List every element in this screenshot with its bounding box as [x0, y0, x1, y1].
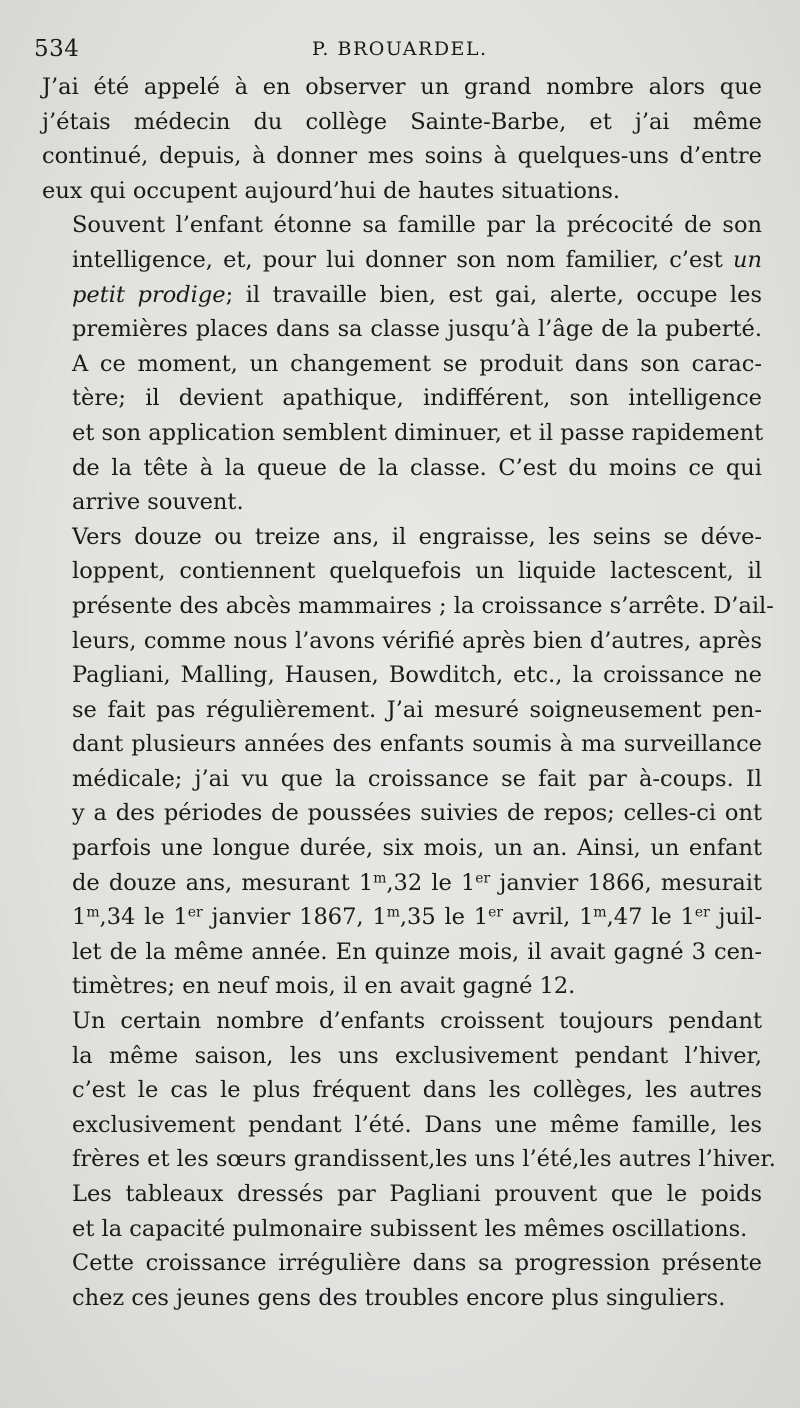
text-line: Pagliani, Malling, Hausen, Bowditch, etc., la croissance ne — [72, 662, 762, 689]
page-number: 534 — [34, 36, 80, 62]
text-line: chez ces jeunes gens des troubles encore plus singuliers. — [72, 1284, 726, 1311]
text-line: dant plusieurs années des enfants soumis à ma surveillance — [72, 731, 762, 758]
text-line: J’ai été appelé à en observer un grand nombre alors que — [42, 74, 762, 100]
text-line: petit prodige; il travaille bien, est gai, alerte, occupe les — [72, 281, 762, 308]
text-line: arrive souvent. — [72, 489, 244, 516]
text-line: A ce moment, un changement se produit dans son carac- — [72, 350, 762, 377]
paragraph — [42, 208, 762, 519]
text-line: présente des abcès mammaires ; la croissance s’arrête. D’ail- — [72, 592, 774, 619]
text-line: Souvent l’enfant étonne sa famille par la précocité de son — [72, 212, 762, 239]
text-line: et son application semblent diminuer, et il passe rapidement — [72, 419, 764, 446]
text-line: 1$^m$,34 le 1er janvier 1867, 1$^m$,35 le 1er avril, 1$^m$,47 le 1er juil- — [72, 904, 763, 931]
text-line: tère; il devient apathique, indifférent, son intelligence — [72, 385, 762, 412]
text-line: se fait pas régulièrement. J’ai mesuré soigneusement pen- — [72, 696, 762, 723]
paragraph — [42, 1246, 762, 1315]
running-head: P. BROUARDEL. — [312, 38, 488, 60]
text-line: timètres; en neuf mois, il en avait gagné 12. — [72, 973, 576, 1000]
text-line: loppent, contiennent quelquefois un liquide lactescent, il — [72, 558, 762, 585]
body-text — [42, 70, 776, 1315]
paragraph — [42, 520, 774, 1004]
text-line: continué, depuis, à donner mes soins à quelques-uns d’entre — [42, 143, 762, 170]
text-line: eux qui occupent aujourd’hui de hautes situations. — [42, 177, 621, 204]
text-line: médicale; j’ai vu que la croissance se fait par à-coups. Il — [72, 765, 762, 792]
text-line: parfois une longue durée, six mois, un an. Ainsi, un enfant — [72, 835, 762, 862]
text-line: Les tableaux dressés par Pagliani prouvent que le poids — [72, 1181, 762, 1207]
paragraph — [42, 70, 762, 208]
text-line: frères et les sœurs grandissent,les uns l’été,les autres l’hiver. — [72, 1146, 776, 1173]
text-line: de la tête à la queue de la classe. C’est du moins ce qui — [72, 454, 762, 481]
text-line: Un certain nombre d’enfants croissent toujours pendant — [72, 1008, 762, 1035]
text-line: Vers douze ou treize ans, il engraisse, les seins se déve- — [72, 523, 762, 550]
text-line: la même saison, les uns exclusivement pendant l’hiver, — [72, 1042, 762, 1069]
text-line: leurs, comme nous l’avons vérifié après bien d’autres, après — [72, 627, 762, 654]
text-line: et la capacité pulmonaire subissent les mêmes oscillations. — [72, 1215, 748, 1242]
text-line: Cette croissance irrégulière dans sa progression présente — [72, 1250, 762, 1277]
text-line: intelligence, et, pour lui donner son nom familier, c’est un — [72, 246, 762, 273]
text-line: j’étais médecin du collège Sainte-Barbe, et j’ai même — [42, 108, 762, 135]
text-line: de douze ans, mesurant 1$^m$,32 le 1er janvier 1866, mesurait — [72, 869, 762, 896]
text-line: y a des périodes de poussées suivies de repos; celles-ci ont — [72, 800, 762, 827]
text-line: exclusivement pendant l’été. Dans une même famille, les — [72, 1111, 762, 1138]
paragraph — [42, 1004, 776, 1177]
text-line: c’est le cas le plus fréquent dans les collèges, les autres — [72, 1077, 762, 1104]
paragraph — [42, 1177, 762, 1246]
text-line: premières places dans sa classe jusqu’à l’âge de la puberté. — [72, 316, 762, 343]
text-line: let de la même année. En quinze mois, il avait gagné 3 cen- — [72, 938, 762, 965]
